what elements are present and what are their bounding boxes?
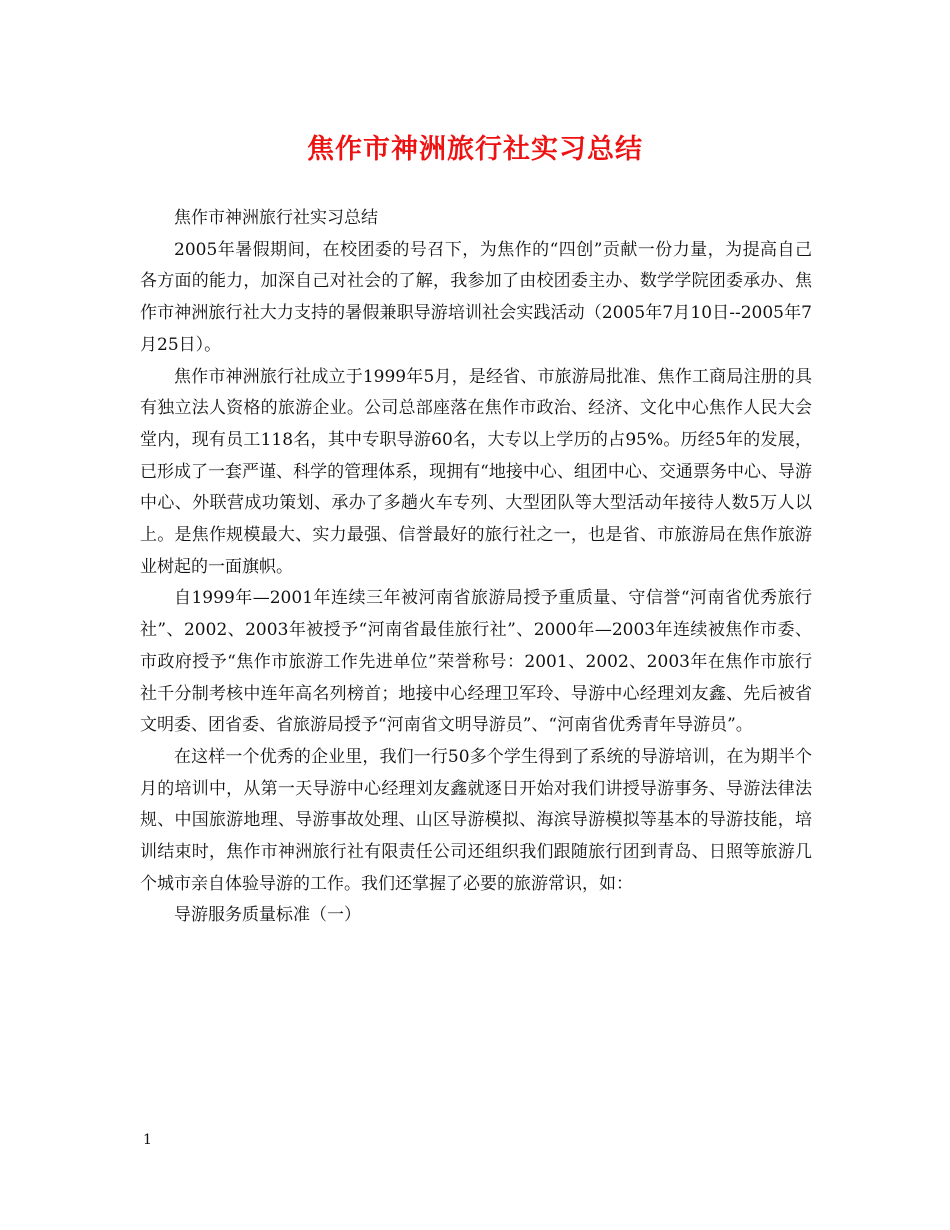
paragraph: 2005年暑假期间，在校团委的号召下，为焦作的“四创”贡献一份力量，为提高自己各方面的能力，加深自己对社会的了解，我参加了由校团委主办、数学学院团委承办、焦作市神洲旅行社大力支持的暑假兼职导游培训社会实践活动（2005年7月10日--2005年7月25日）。 (140, 239, 812, 355)
page-number: 1 (143, 1132, 152, 1148)
paragraph: 在这样一个优秀的企业里，我们一行50多个学生得到了系统的导游培训，在为期半个月的培训中，从第一天导游中心经理刘友鑫就逐日开始对我们讲授导游事务、导游法律法规、中国旅游地理、导游事故处理、山区导游模拟、海滨导游模拟等基本的导游技能，培训结束时，焦作市神洲旅行社有限责任公司还组织我们跟随旅行团到青岛、日照等旅游几个城市亲自体验导游的工作。我们还掌握了必要的旅游常识，如： (140, 746, 812, 894)
paragraph: 焦作市神洲旅行社实习总结 (174, 208, 378, 228)
paragraph: 自1999年—2001年连续三年被河南省旅游局授予重质量、守信誉“河南省优秀旅行社”、2002、2003年被授予“河南省最佳旅行社”、2000年—2003年连续被焦作市委、市政府授予“焦作市旅游工作先进单位”荣誉称号：2001、2002、2003年在焦作市旅行社千分制考核中连年高名列榜首；地接中心经理卫军玲、导游中心经理刘友鑫、先后被省文明委、团省委、省旅游局授予“河南省文明导游员”、“河南省优秀青年导游员”。 (140, 588, 812, 736)
paragraph: 焦作市神洲旅行社成立于1999年5月，是经省、市旅游局批准、焦作工商局注册的具有独立法人资格的旅游企业。公司总部座落在焦作市政治、经济、文化中心焦作人民大会堂内，现有员工118名，其中专职导游60名，大专以上学历的占95%。历经5年的发展，已形成了一套严谨、科学的管理体系，现拥有“地接中心、组团中心、交通票务中心、导游中心、外联营成功策划、承办了多趟火车专列、大型团队等大型活动年接待人数5万人以上。是焦作规模最大、实力最强、信誉最好的旅行社之一，也是省、市旅游局在焦作旅游业树起的一面旗帜。 (140, 366, 812, 577)
document-body (140, 203, 812, 932)
document-title: 焦作市神洲旅行社实习总结 (307, 134, 643, 165)
paragraph: 导游服务质量标准（一） (174, 905, 361, 926)
